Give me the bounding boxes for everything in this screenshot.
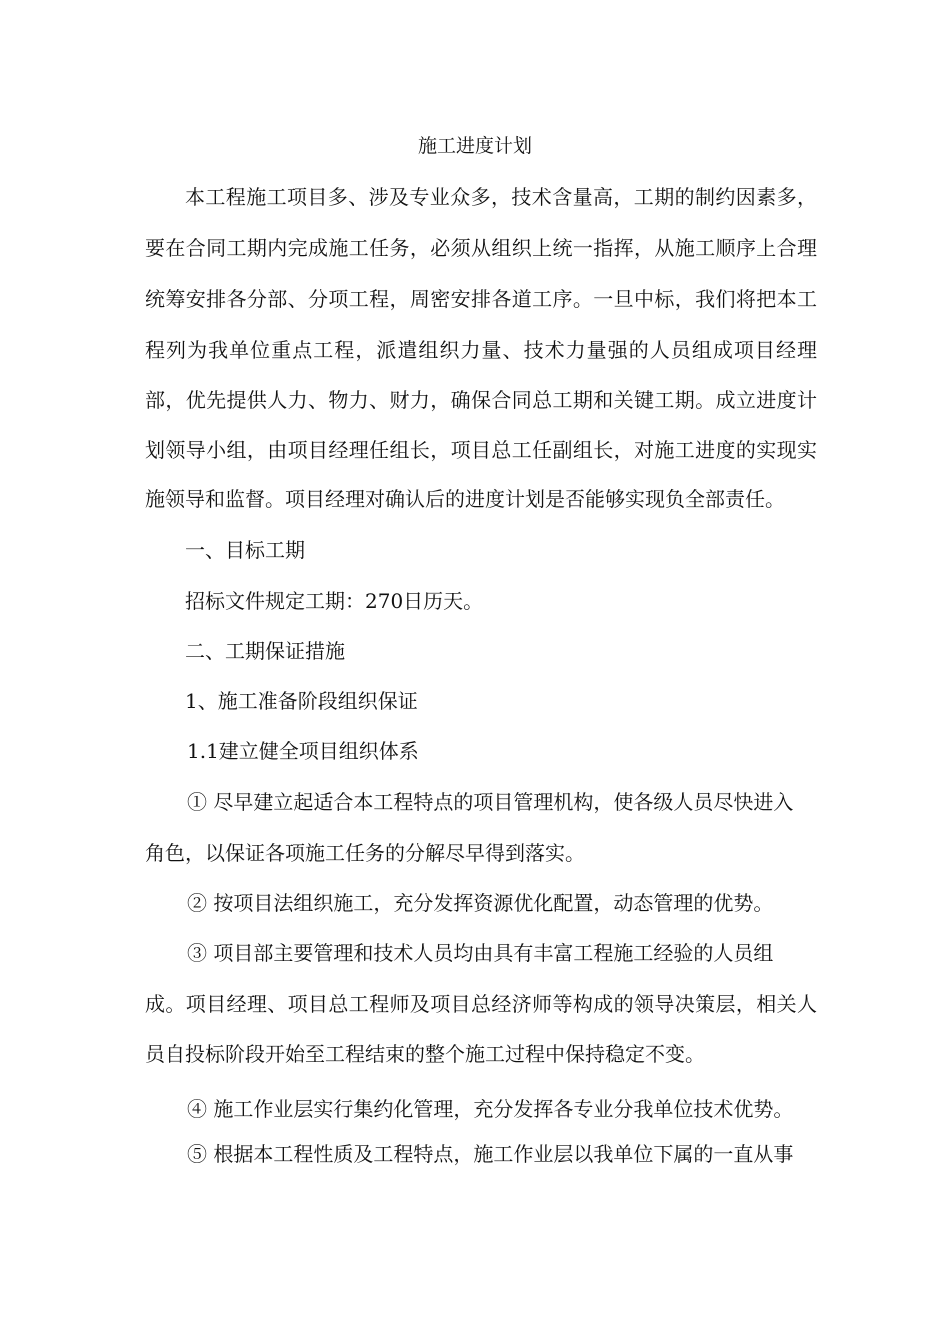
- intro-line-2: 要在合同工期内完成施工任务，必须从组织上统一指挥，从施工顺序上合理: [145, 236, 817, 260]
- section-heading-target-period: 一、目标工期: [185, 538, 305, 562]
- intro-line-6: 划领导小组，由项目经理任组长，项目总工任副组长，对施工进度的实现实: [145, 438, 817, 462]
- item-3-line-1: ③ 项目部主要管理和技术人员均由具有丰富工程施工经验的人员组: [187, 941, 774, 965]
- subsection-heading-preparation: 1、施工准备阶段组织保证: [185, 689, 418, 713]
- item-3-line-2: 成。项目经理、项目总工程师及项目总经济师等构成的领导决策层，相关人: [145, 992, 817, 1016]
- target-period-text: 招标文件规定工期：270日历天。: [185, 589, 484, 613]
- intro-line-7: 施领导和监督。项目经理对确认后的进度计划是否能够实现负全部责任。: [145, 487, 785, 511]
- subsubsection-heading-organization: 1.1建立健全项目组织体系: [187, 739, 419, 763]
- item-5: ⑤ 根据本工程性质及工程特点，施工作业层以我单位下属的一直从事: [187, 1142, 794, 1166]
- intro-line-1: 本工程施工项目多、涉及专业众多，技术含量高，工期的制约因素多，: [185, 185, 817, 209]
- intro-line-3: 统筹安排各分部、分项工程，周密安排各道工序。一旦中标，我们将把本工: [145, 287, 817, 311]
- section-heading-guarantee-measures: 二、工期保证措施: [185, 639, 345, 663]
- intro-line-4: 程列为我单位重点工程，派遣组织力量、技术力量强的人员组成项目经理: [145, 338, 817, 362]
- item-4: ④ 施工作业层实行集约化管理，充分发挥各专业分我单位技术优势。: [187, 1097, 794, 1121]
- item-3-line-3: 员自投标阶段开始至工程结束的整个施工过程中保持稳定不变。: [145, 1042, 705, 1066]
- intro-line-5: 部，优先提供人力、物力、财力，确保合同总工期和关键工期。成立进度计: [145, 388, 817, 412]
- item-1-line-2: 角色，以保证各项施工任务的分解尽早得到落实。: [145, 841, 585, 865]
- item-2: ② 按项目法组织施工，充分发挥资源优化配置，动态管理的优势。: [187, 891, 774, 915]
- item-1-line-1: ① 尽早建立起适合本工程特点的项目管理机构，使各级人员尽快进入: [187, 790, 794, 814]
- document-title: 施工进度计划: [417, 135, 532, 157]
